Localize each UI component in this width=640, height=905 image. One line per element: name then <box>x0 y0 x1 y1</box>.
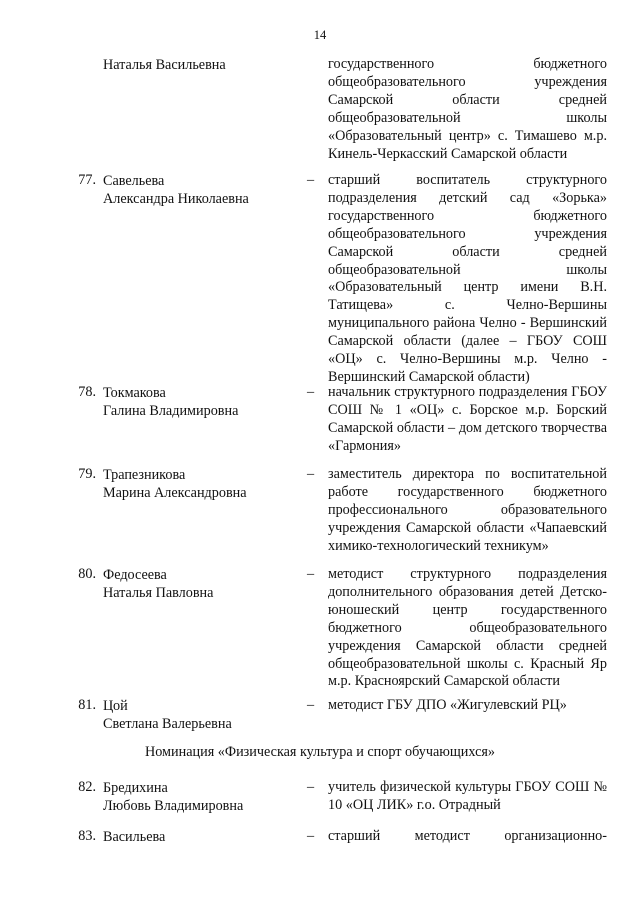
dash: – <box>307 172 315 188</box>
position-description: заместитель директора по воспитательной работе государственного бюджетного профессионального образовательного учреждения Самарской области «Чапаевский химико-технологический техникум» <box>328 466 607 554</box>
surname: Савельева <box>103 173 165 189</box>
dash: – <box>307 566 315 582</box>
item-number: 79. <box>78 466 96 482</box>
surname: Токмакова <box>103 385 166 401</box>
position-description: старший методист организационно- <box>328 828 607 844</box>
person-name <box>103 384 293 420</box>
person-name <box>103 172 293 208</box>
item-number: 80. <box>78 566 96 582</box>
dash: – <box>307 384 315 400</box>
surname: Трапезникова <box>103 467 186 483</box>
given-names: Наталья Павловна <box>103 585 214 601</box>
position-description: старший воспитатель структурного подразделения детский сад «Зорька» государственного бюджетного общеобразовательного учреждения Самарской области средней общеобразовательной школы «Образовательный центр имени В.Н. Татищева» с. Челно-Вершины муниципального района Челно - Вершинский Самарской области (далее – ГБОУ СОШ «ОЦ» с. Челно-Вершины м.р. Челно - Вершинский Самарской области) <box>328 172 607 385</box>
position-description: методист ГБУ ДПО «Жигулевский РЦ» <box>328 697 567 713</box>
dash: – <box>307 779 315 795</box>
dash: – <box>307 466 315 482</box>
given-names: Галина Владимировна <box>103 403 239 419</box>
person-name <box>103 697 293 733</box>
nomination-heading: Номинация «Физическая культура и спорт обучающихся» <box>144 744 496 760</box>
item-number: 78. <box>78 384 96 400</box>
given-names: Александра Николаевна <box>103 191 249 207</box>
surname: Бредихина <box>103 780 168 796</box>
person-name <box>103 466 293 502</box>
given-names: Светлана Валерьевна <box>103 716 232 732</box>
dash: – <box>307 697 315 713</box>
item-number: 83. <box>78 828 96 844</box>
given-names: Любовь Владимировна <box>103 798 244 814</box>
person-name <box>103 566 293 602</box>
surname: Федосеева <box>103 567 167 583</box>
position-description: начальник структурного подразделения ГБОУ СОШ № 1 «ОЦ» с. Борское м.р. Борский Самарской области – дом детского творчества «Гармония» <box>328 384 607 454</box>
position-description: государственного бюджетного общеобразовательного учреждения Самарской области средней общеобразовательной школы «Образовательный центр» с. Тимашево м.р. Кинель-Черкасский Самарской области <box>328 56 607 162</box>
surname: Васильева <box>103 829 166 845</box>
dash: – <box>307 828 315 844</box>
item-number: 81. <box>78 697 96 713</box>
page-number: 14 <box>313 28 327 42</box>
person-name <box>103 779 293 815</box>
item-number: 82. <box>78 779 96 795</box>
item-number: 77. <box>78 172 96 188</box>
person-name <box>103 828 293 846</box>
position-description: методист структурного подразделения дополнительного образования детей Детско-юношеский центр государственного бюджетного общеобразовательного учреждения Самарской области средней общеобразовательной школы с. Красный Яр м.р. Красноярский Самарской области <box>328 566 607 690</box>
position-description: учитель физической культуры ГБОУ СОШ № 10 «ОЦ ЛИК» г.о. Отрадный <box>328 779 607 813</box>
person-name: Наталья Васильевна <box>103 57 226 73</box>
given-names: Марина Александровна <box>103 485 247 501</box>
surname: Цой <box>103 698 128 714</box>
